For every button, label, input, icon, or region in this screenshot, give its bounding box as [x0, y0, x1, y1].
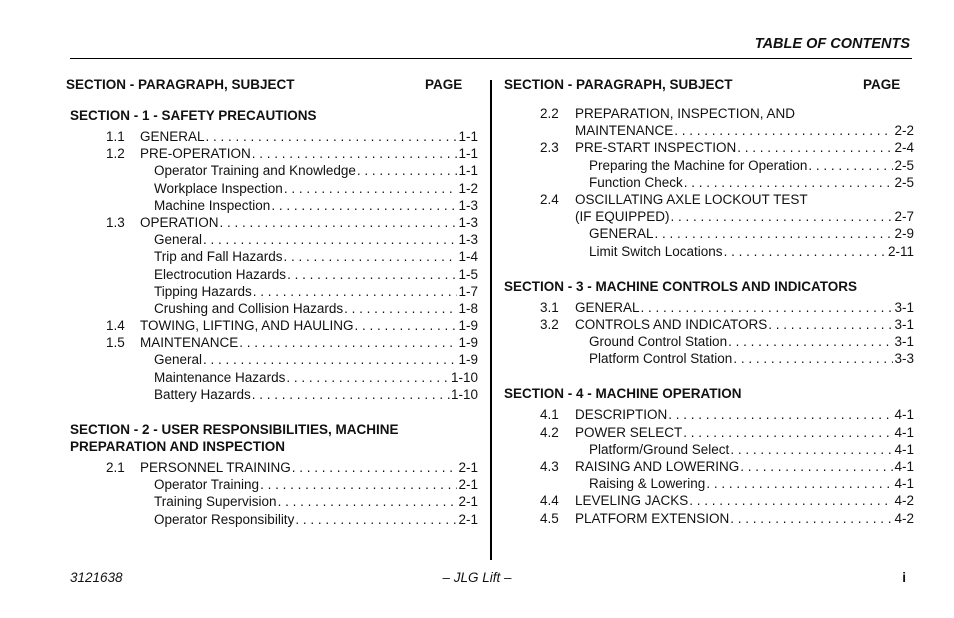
toc-entry-body	[154, 248, 478, 265]
toc-entry[interactable]	[66, 317, 478, 334]
toc-entry-body	[589, 441, 914, 458]
toc-entry-page: 1-3	[458, 197, 478, 213]
footer-page-number: i	[902, 570, 906, 585]
dot-leader	[287, 266, 457, 283]
toc-entry[interactable]	[66, 334, 478, 351]
dot-leader	[733, 350, 893, 367]
toc-entry-body	[575, 316, 914, 333]
toc-entry-body	[154, 266, 478, 283]
toc-entry-number: 1.3	[106, 214, 125, 230]
toc-entry-title: MAINTENANCE	[140, 335, 239, 351]
toc-entry-number: 2.2	[540, 106, 559, 121]
toc-entry-page: 2-5	[894, 174, 914, 190]
toc-entry-body	[575, 406, 914, 423]
toc-entry[interactable]	[504, 105, 914, 122]
toc-entry-body	[154, 283, 478, 300]
column-heading-page: PAGE	[863, 77, 901, 92]
dot-leader	[344, 300, 457, 317]
dot-leader	[728, 333, 893, 350]
toc-entry-number: 4.4	[540, 493, 559, 509]
toc-entry-page: 2-9	[894, 226, 914, 242]
toc-entry-page: 4-1	[894, 476, 914, 492]
toc-entry-number: 4.3	[540, 459, 559, 474]
section-2-entries	[66, 459, 478, 528]
toc-entry-title: PRE-OPERATION	[140, 146, 251, 162]
toc-entry-body	[575, 510, 914, 527]
toc-entry[interactable]	[66, 369, 478, 386]
column-heading-subject: SECTION - PARAGRAPH, SUBJECT	[66, 77, 295, 92]
toc-entry-body	[154, 180, 478, 197]
dot-leader	[668, 406, 893, 423]
toc-entry-number: 4.5	[540, 510, 559, 526]
right-column	[504, 77, 914, 527]
toc-entry-page: 1-7	[458, 283, 478, 299]
toc-entry-title: Maintenance Hazards	[154, 369, 286, 385]
toc-entry-page: 2-11	[887, 243, 914, 259]
column-heading	[504, 77, 914, 95]
dot-leader	[671, 208, 894, 225]
dot-leader	[239, 334, 457, 351]
toc-entry-body	[575, 208, 914, 225]
toc-entry-page: 2-1	[458, 511, 478, 527]
toc-entry-body	[575, 424, 914, 441]
toc-entry-body	[589, 350, 914, 367]
toc-entry[interactable]	[66, 197, 478, 214]
toc-entry[interactable]	[66, 351, 478, 368]
dot-leader	[684, 174, 894, 191]
toc-entry[interactable]	[66, 459, 478, 476]
toc-entry-body	[154, 197, 478, 214]
dot-leader	[203, 231, 457, 248]
toc-entry-body	[154, 476, 478, 493]
toc-entry-body	[589, 225, 914, 242]
toc-entry-title: PREPARATION, INSPECTION, AND	[575, 106, 796, 121]
toc-entry-page: 1-10	[450, 386, 478, 402]
toc-entry-number: 1.5	[106, 335, 125, 351]
dot-leader	[295, 511, 457, 528]
toc-entry-page: 2-1	[458, 460, 478, 475]
toc-entry-number: 1.2	[106, 146, 125, 162]
column-divider	[490, 80, 492, 560]
page-header-title: TABLE OF CONTENTS	[754, 36, 910, 52]
toc-entry-title: Platform Control Station	[589, 351, 733, 367]
toc-entry-title: Operator Responsibility	[154, 511, 295, 527]
toc-entry-title: LEVELING JACKS	[575, 493, 689, 509]
toc-entry-title: (IF EQUIPPED)	[575, 209, 670, 225]
toc-entry-title: RAISING AND LOWERING	[575, 459, 740, 474]
toc-entry[interactable]	[504, 243, 914, 260]
toc-entry-title: CONTROLS AND INDICATORS	[575, 316, 768, 332]
dot-leader	[252, 386, 450, 403]
toc-entry-body	[154, 231, 478, 248]
toc-entry-body	[589, 157, 914, 174]
toc-entry[interactable]	[66, 162, 478, 179]
section-2-title-line2: PREPARATION AND INSPECTION	[70, 439, 286, 454]
toc-entry-body	[575, 458, 914, 475]
column-heading-page: PAGE	[425, 77, 463, 92]
toc-entry-title: General	[154, 232, 203, 248]
dot-leader	[737, 139, 893, 156]
toc-entry[interactable]	[504, 510, 914, 527]
toc-entry-body	[575, 139, 914, 156]
toc-entry-page: 4-1	[894, 407, 914, 423]
toc-entry-title: Raising & Lowering	[589, 476, 706, 492]
toc-entry[interactable]	[504, 225, 914, 242]
toc-entry[interactable]	[504, 350, 914, 367]
toc-entry[interactable]	[504, 492, 914, 509]
toc-entry[interactable]	[66, 266, 478, 283]
section-2-continued-entries	[504, 105, 914, 260]
toc-entry[interactable]	[504, 174, 914, 191]
toc-entry-number: 2.4	[540, 191, 559, 207]
toc-entry-number: 4.2	[540, 424, 559, 440]
dot-leader	[740, 458, 893, 475]
toc-entry[interactable]	[504, 191, 914, 208]
toc-entry-title: GENERAL	[140, 129, 205, 144]
toc-entry[interactable]	[504, 458, 914, 475]
footer-doc-number: 3121638	[70, 570, 123, 585]
toc-entry-body	[154, 493, 478, 510]
toc-entry-body	[154, 351, 478, 368]
toc-entry[interactable]	[66, 145, 478, 162]
dot-leader	[641, 299, 894, 316]
toc-entry-body	[575, 492, 914, 509]
toc-entry[interactable]	[504, 122, 914, 139]
toc-entry-title: GENERAL	[589, 226, 654, 242]
toc-entry-body	[154, 300, 478, 317]
toc-entry-title: Machine Inspection	[154, 197, 271, 213]
toc-entry-body	[589, 475, 914, 492]
dot-leader	[674, 122, 893, 139]
toc-entry-title: Tipping Hazards	[154, 283, 252, 299]
dot-leader	[724, 243, 887, 260]
toc-entry-body	[575, 299, 914, 316]
dot-leader	[730, 441, 893, 458]
toc-entry-page: 1-1	[458, 163, 478, 179]
toc-entry-page: 1-9	[458, 352, 478, 368]
toc-entry-body	[154, 511, 478, 528]
dot-leader	[284, 248, 458, 265]
toc-entry[interactable]	[66, 248, 478, 265]
toc-entry-body	[589, 174, 914, 191]
toc-entry-page: 4-1	[894, 459, 914, 474]
toc-entry-page: 1-5	[458, 266, 478, 282]
dot-leader	[655, 225, 894, 242]
toc-entry[interactable]	[504, 157, 914, 174]
toc-entry[interactable]	[504, 139, 914, 156]
dot-leader	[260, 476, 457, 493]
toc-entry-page: 2-4	[894, 140, 914, 156]
toc-entry-title: POWER SELECT	[575, 424, 683, 440]
toc-entry-body	[589, 243, 914, 260]
section-2-title-line1: SECTION - 2 - USER RESPONSIBILITIES, MACHINE	[70, 422, 399, 437]
column-heading	[66, 77, 478, 95]
toc-entry[interactable]	[504, 333, 914, 350]
dot-leader	[284, 180, 458, 197]
toc-entry-number: 1.4	[106, 318, 125, 334]
toc-entry[interactable]	[66, 300, 478, 317]
section-1-title: SECTION - 1 - SAFETY PRECAUTIONS	[70, 108, 317, 123]
toc-entry-page: 2-1	[458, 494, 478, 510]
toc-entry-title: Operator Training and Knowledge	[154, 163, 356, 179]
toc-entry-page: 1-1	[458, 129, 478, 144]
section-3-entries	[504, 299, 914, 368]
toc-entry[interactable]	[504, 475, 914, 492]
toc-entry-page: 3-1	[894, 299, 914, 315]
toc-entry[interactable]	[66, 493, 478, 510]
dot-leader	[286, 369, 450, 386]
toc-entry-title: PLATFORM EXTENSION	[575, 510, 730, 526]
toc-entry-page: 1-2	[458, 180, 478, 196]
toc-entry[interactable]	[66, 386, 478, 403]
toc-entry[interactable]	[66, 511, 478, 528]
toc-entry-body	[154, 386, 478, 403]
toc-entry-body	[140, 317, 478, 334]
toc-entry-page: 1-10	[450, 369, 478, 385]
dot-leader	[357, 162, 458, 179]
toc-entry-body	[575, 191, 914, 208]
toc-entry-page: 4-1	[894, 441, 914, 457]
section-1-entries	[66, 128, 478, 403]
toc-entry-page: 3-3	[894, 351, 914, 367]
toc-entry-page: 1-3	[458, 232, 478, 248]
toc-entry[interactable]	[66, 231, 478, 248]
toc-entry-title: PRE-START INSPECTION	[575, 140, 737, 156]
toc-entry[interactable]	[66, 128, 478, 145]
toc-entry-title: Limit Switch Locations	[589, 243, 723, 259]
toc-entry-title: MAINTENANCE	[575, 123, 674, 139]
toc-entry-page: 1-9	[458, 335, 478, 351]
toc-entry[interactable]	[504, 424, 914, 441]
toc-entry-body	[575, 122, 914, 139]
toc-entry[interactable]	[504, 406, 914, 423]
toc-entry-page: 3-1	[894, 316, 914, 332]
toc-entry-page: 1-1	[458, 146, 478, 162]
column-heading-subject: SECTION - PARAGRAPH, SUBJECT	[504, 77, 733, 92]
toc-entry-number: 1.1	[106, 129, 125, 144]
dot-leader	[278, 493, 458, 510]
dot-leader	[206, 128, 458, 145]
toc-entry-page: 3-1	[894, 334, 914, 350]
toc-entry-number: 3.1	[540, 299, 559, 315]
section-3-title: SECTION - 3 - MACHINE CONTROLS AND INDICATORS	[504, 278, 858, 294]
toc-entry-title: Preparing the Machine for Operation	[589, 157, 808, 173]
toc-entry-title: Workplace Inspection	[154, 180, 283, 196]
toc-entry-page: 4-1	[894, 424, 914, 440]
section-4-entries	[504, 406, 914, 526]
toc-entry-body	[140, 459, 478, 476]
toc-entry-body	[589, 333, 914, 350]
toc-entry[interactable]	[66, 214, 478, 231]
toc-entry-page: 1-9	[458, 318, 478, 334]
toc-entry-page: 4-2	[894, 510, 914, 526]
toc-entry[interactable]	[66, 180, 478, 197]
dot-leader	[292, 459, 458, 476]
dot-leader	[271, 197, 457, 214]
toc-entry-title: Electrocution Hazards	[154, 266, 287, 282]
dot-leader	[220, 214, 458, 231]
header-rule	[70, 58, 912, 59]
toc-entry-title: TOWING, LIFTING, AND HAULING	[140, 318, 354, 334]
toc-entry-number: 2.3	[540, 140, 559, 156]
toc-entry-page: 1-3	[458, 214, 478, 230]
toc-entry-page: 1-8	[458, 300, 478, 316]
toc-entry-body	[154, 162, 478, 179]
toc-entry-body	[140, 145, 478, 162]
toc-entry-page: 2-7	[894, 209, 914, 225]
dot-leader	[768, 316, 893, 333]
footer-center-text: – JLG Lift –	[442, 570, 512, 585]
toc-entry-title: Battery Hazards	[154, 386, 251, 402]
dot-leader	[252, 145, 458, 162]
toc-entry-number: 2.1	[106, 460, 125, 475]
toc-entry-title: DESCRIPTION	[575, 407, 668, 423]
toc-entry-body	[154, 369, 478, 386]
dot-leader	[689, 492, 893, 509]
toc-entry-title: OPERATION	[140, 214, 219, 230]
toc-entry[interactable]	[504, 441, 914, 458]
toc-entry-title: General	[154, 352, 203, 368]
section-2-title	[70, 421, 478, 455]
left-column	[66, 77, 478, 528]
dot-leader	[730, 510, 893, 527]
toc-entry-page: 4-2	[894, 493, 914, 509]
toc-entry[interactable]	[504, 316, 914, 333]
dot-leader	[203, 351, 457, 368]
toc-entry[interactable]	[66, 283, 478, 300]
toc-entry[interactable]	[504, 299, 914, 316]
toc-entry-title: Training Supervision	[154, 494, 277, 510]
toc-entry-title: PERSONNEL TRAINING	[140, 460, 291, 475]
toc-entry-page: 1-4	[458, 249, 478, 265]
toc-entry-title: Trip and Fall Hazards	[154, 249, 283, 265]
toc-entry-number: 3.2	[540, 316, 559, 332]
toc-entry-title: Operator Training	[154, 477, 260, 493]
toc-entry-title: Crushing and Collision Hazards	[154, 300, 344, 316]
dot-leader	[355, 317, 458, 334]
toc-entry-title: Platform/Ground Select	[589, 441, 730, 457]
toc-entry-number: 4.1	[540, 407, 559, 423]
toc-entry-title: Ground Control Station	[589, 334, 728, 350]
dot-leader	[706, 475, 893, 492]
toc-entry-body	[140, 128, 478, 145]
toc-entry-title: GENERAL	[575, 299, 640, 315]
toc-entry-body	[575, 105, 914, 122]
toc-entry-title: Function Check	[589, 174, 683, 190]
toc-entry-title: OSCILLATING AXLE LOCKOUT TEST	[575, 191, 808, 207]
toc-entry-body	[140, 214, 478, 231]
dot-leader	[808, 157, 893, 174]
toc-entry-page: 2-5	[894, 157, 914, 173]
dot-leader	[683, 424, 893, 441]
dot-leader	[253, 283, 458, 300]
toc-entry-page: 2-1	[458, 477, 478, 493]
toc-entry[interactable]	[504, 208, 914, 225]
section-4-title: SECTION - 4 - MACHINE OPERATION	[504, 386, 742, 402]
toc-entry-body	[140, 334, 478, 351]
toc-entry[interactable]	[66, 476, 478, 493]
toc-entry-page: 2-2	[894, 123, 914, 139]
